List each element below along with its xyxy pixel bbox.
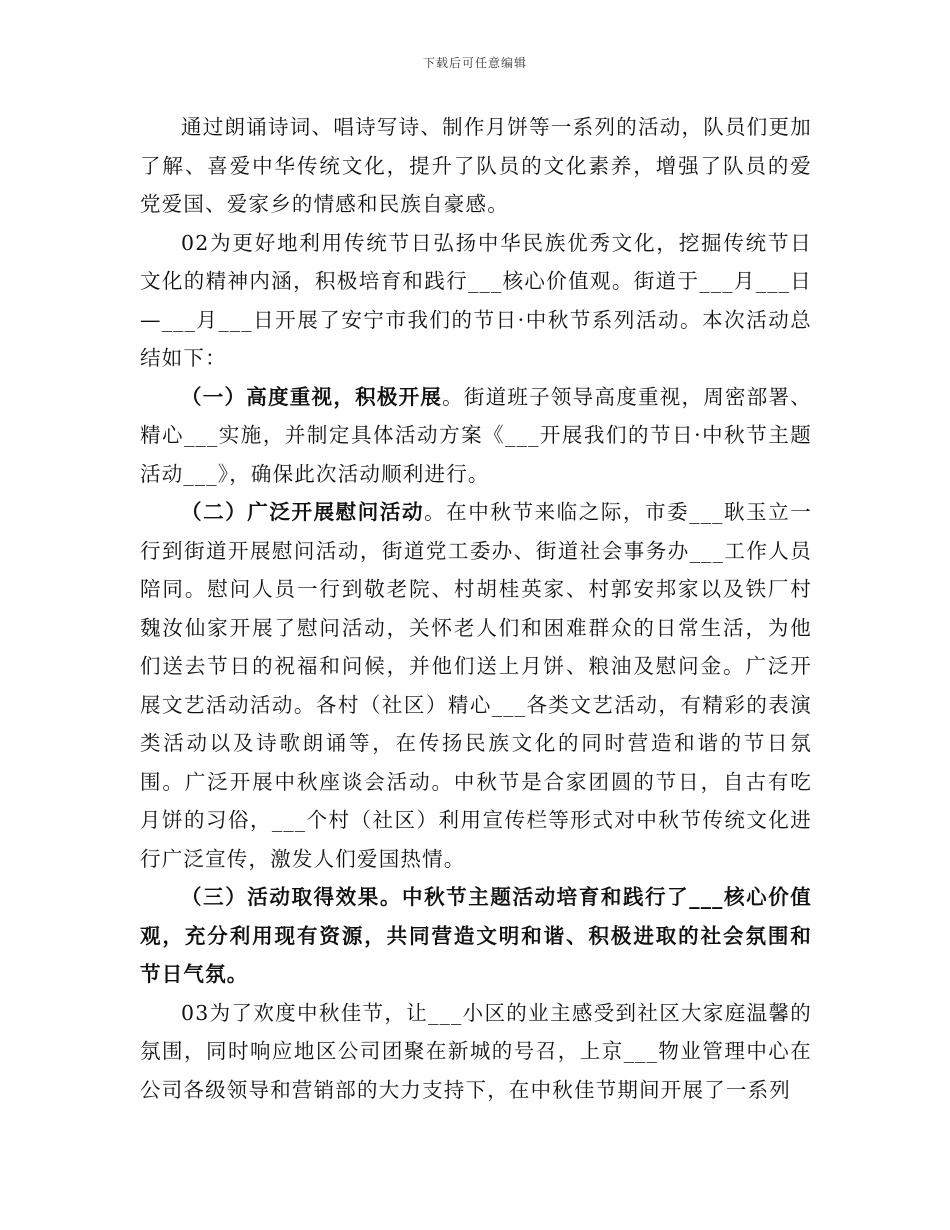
section-heading-2: （二）广泛开展慰问活动 <box>181 500 425 524</box>
section-text-2: 。在中秋节来临之际，市委___耿玉立一行到街道开展慰问活动，街道党工委办、街道社会事务办___工作人员陪同。慰问人员一行到敬老院、村胡桂英家、村郭安邦家以及铁厂村魏汝仙家开展了慰问活动，关怀老人们和困难群众的日常生活，为他们送去节日的祝福和问候，并他们送上月饼、粮油及慰问金。广泛开展文艺活动活动。各村（社区）精心___各类文艺活动，有精彩的表演类活动以及诗歌朗诵等，在传扬民族文化的同时营造和谐的节日氛围。广泛开展中秋座谈会活动。中秋节是合家团圆的节日，自古有吃月饼的习俗，___个村（社区）利用宣传栏等形式对中秋节传统文化进行广泛宣传，激发人们爱国热情。 <box>140 500 812 871</box>
paragraph-3 <box>140 378 812 494</box>
section-text-1: 。街道班子领导高度重视，周密部署、精心___实施，并制定具体活动方案《___开展我们的节日·中秋节主题活动___》，确保此次活动顺利进行。 <box>140 384 812 486</box>
paragraph-4 <box>140 493 812 878</box>
page-header: 下载后可任意编辑 <box>422 56 527 70</box>
section-heading-1: （一）高度重视，积极开展 <box>181 384 443 409</box>
paragraph-2: 02为更好地利用传统节日弘扬中华民族优秀文化，挖掘传统节日文化的精神内涵，积极培育和践行___核心价值观。街道于___月___日—___月___日开展了安宁市我们的节日·中秋节系列活动。本次活动总结如下： <box>140 230 812 370</box>
paragraph-1: 通过朗诵诗词、唱诗写诗、制作月饼等一系列的活动，队员们更加了解、喜爱中华传统文化，提升了队员的文化素养，增强了队员的爱党爱国、爱家乡的情感和民族自豪感。 <box>140 115 812 216</box>
document-body <box>140 108 812 1109</box>
paragraph-5: （三）活动取得效果。中秋节主题活动培育和践行了___核心价值观，充分利用现有资源，共同营造文明和谐、积极进取的社会氛围和节日气氛。 <box>140 885 812 986</box>
paragraph-6: 03为了欢度中秋佳节，让___小区的业主感受到社区大家庭温馨的氛围，同时响应地区公司团聚在新城的号召，上京___物业管理中心在公司各级领导和营销部的大力支持下，在中秋佳节期间开展了一系列 <box>140 1000 812 1102</box>
